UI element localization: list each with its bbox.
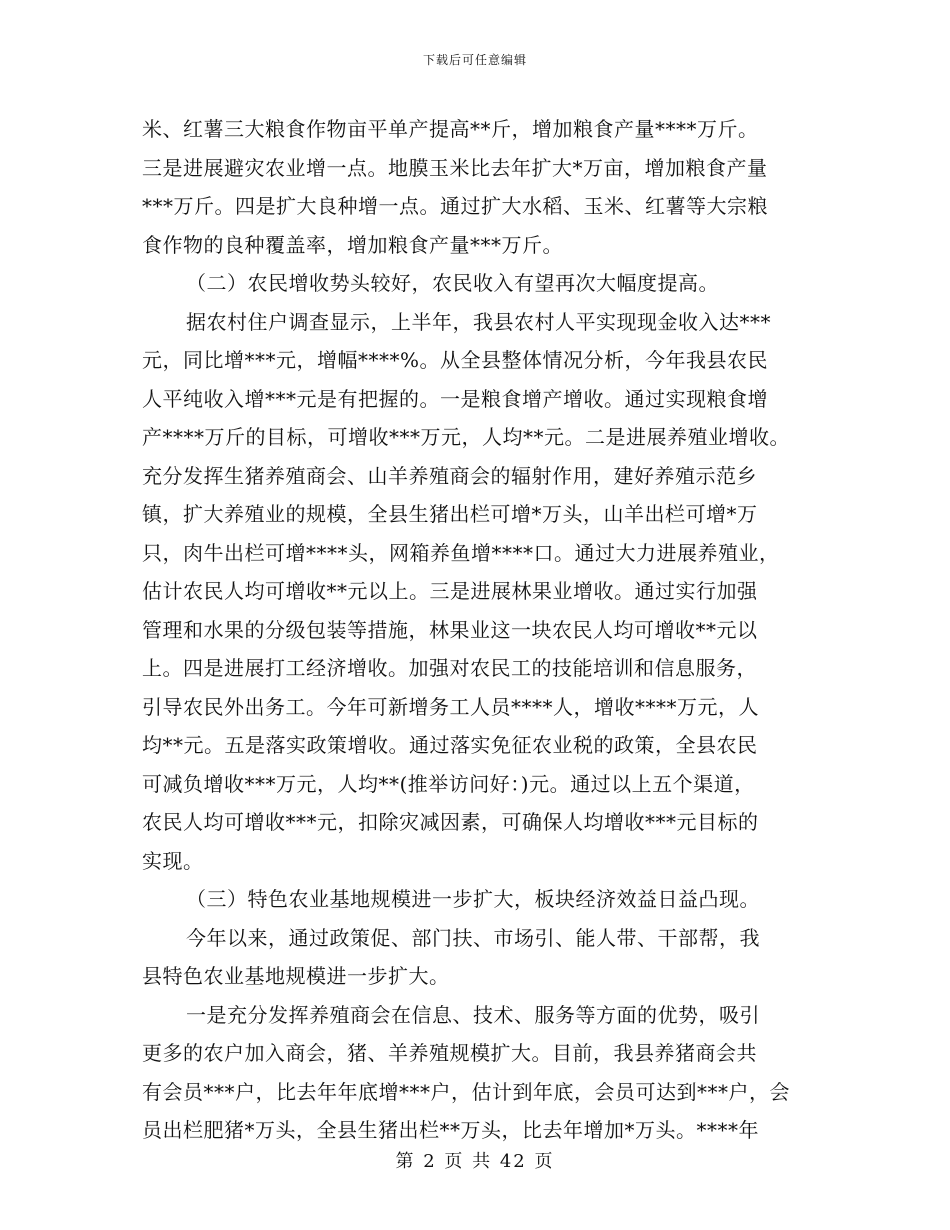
text-line: 上。四是进展打工经济增收。加强对农民工的技能培训和信息服务， [142,656,757,680]
section-heading: （三）特色农业基地规模进一步扩大，板块经济效益日益凸现。 [186,887,760,911]
text-line: 元，同比增***元，增幅****%。从全县整体情况分析，今年我县农民 [142,348,769,372]
section-heading: （二）农民增收势头较好，农民收入有望再次大幅度提高。 [186,271,719,295]
text-line: 县特色农业基地规模进一步扩大。 [142,964,450,988]
text-line: 三是进展避灾农业增一点。地膜玉米比去年扩大*万亩，增加粮食产量 [142,155,768,180]
text-line: 均**元。五是落实政策增收。通过落实免征农业税的政策，全县农民 [142,733,758,757]
text-line: 有会员***户，比去年年底增***户，估计到年底，会员可达到***户，会 [142,1079,790,1104]
text-line: 镇，扩大养殖业的规模，全县生猪出栏可增*万头，山羊出栏可增*万 [142,502,758,526]
text-line: 管理和水果的分级包装等措施，林果业这一块农民人均可增收**元以 [142,617,758,642]
text-line: 充分发挥生猪养殖商会、山羊养殖商会的辐射作用，建好养殖示范乡 [142,463,757,488]
document-body [142,110,812,1150]
text-line: 产****万斤的目标，可增收***万元，人均**元。二是进展养殖业增收。 [142,425,790,449]
text-line: 只，肉牛出栏可增****头，网箱养鱼增****口。通过大力进展养殖业， [142,540,780,565]
paragraph-start: 今年以来，通过政策促、部门扶、市场引、能人带、干部帮，我 [186,925,760,950]
page-header: 下载后可任意编辑 [422,53,527,67]
text-line: 可减负增收***万元，人均**(推举访问好：)元。通过以上五个渠道， [142,771,755,796]
text-line: 估计农民人均可增收**元以上。三是进展林果业增收。通过实行加强 [142,579,758,603]
paragraph-start: 一是充分发挥养殖商会在信息、技术、服务等方面的优势，吸引 [186,1002,760,1027]
text-line: 农民人均可增收***元，扣除灾减因素，可确保人均增收***元目标的 [142,810,759,834]
text-line: 米、红薯三大粮食作物亩平单产提高**斤，增加粮食产量****万斤。 [142,117,759,141]
text-line: ***万斤。四是扩大良种增一点。通过扩大水稻、玉米、红薯等大宗粮 [142,194,768,218]
text-line: 食作物的良种覆盖率，增加粮食产量***万斤。 [142,232,563,257]
text-line: 人平纯收入增***元是有把握的。一是粮食增产增收。通过实现粮食增 [142,386,768,411]
text-line: 实现。 [142,848,204,873]
text-line: 更多的农户加入商会，猪、羊养殖规模扩大。目前，我县养猪商会共 [142,1041,757,1065]
text-line: 引导农民外出务工。今年可新增务工人员****人，增收****万元，人 [142,694,759,719]
text-line: 员出栏肥猪*万头，全县生猪出栏**万头，比去年增加*万头。****年 [142,1118,759,1142]
paragraph-start: 据农村住户调查显示，上半年，我县农村人平实现现金收入达*** [186,309,771,334]
page-footer: 第 2 页 共 42 页 [395,1151,555,1172]
